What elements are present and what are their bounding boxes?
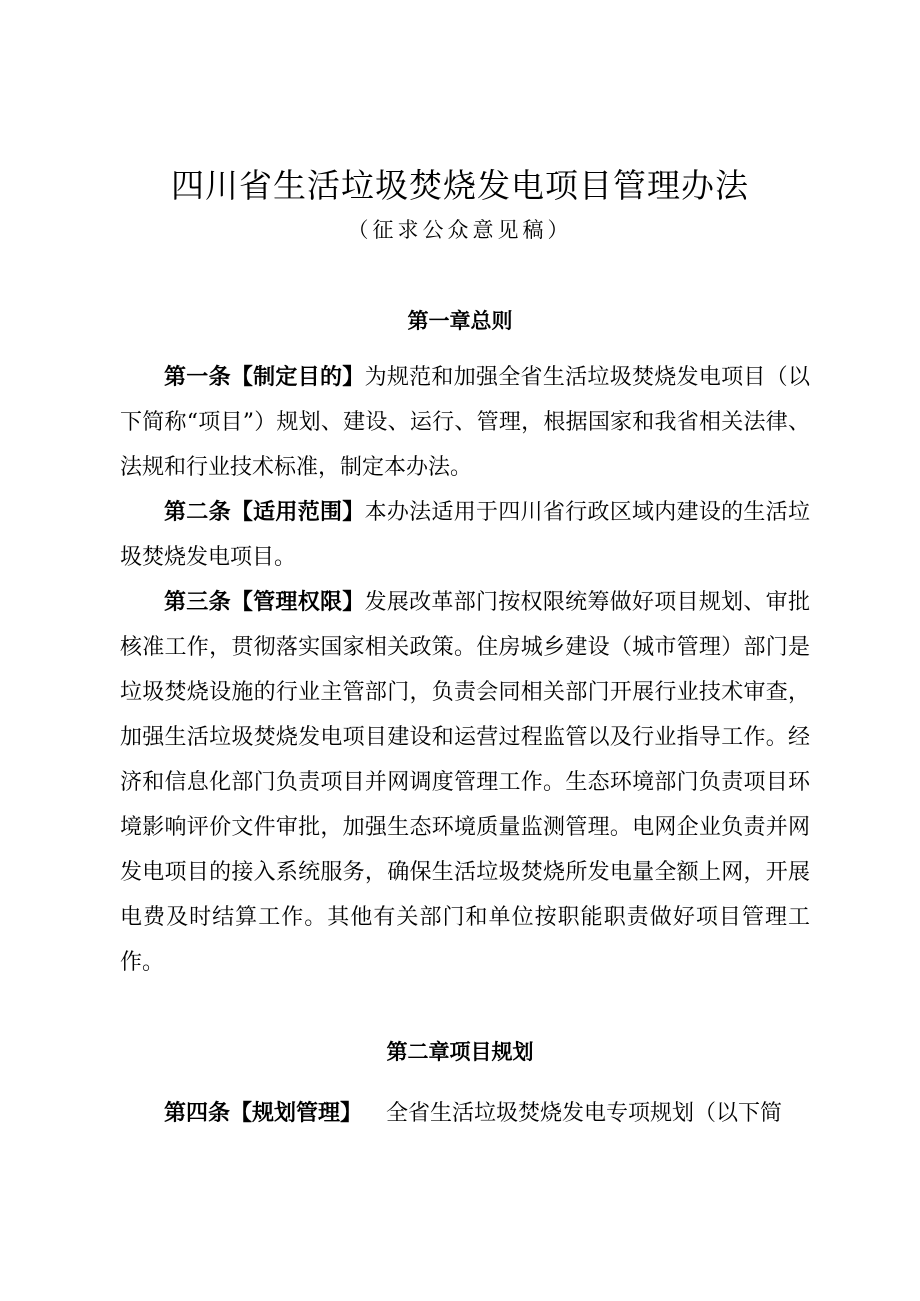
article-paragraph	[120, 490, 810, 580]
article-paragraph	[120, 1091, 810, 1136]
article-text: 发展改革部门按权限统筹做好项目规划、审批核准工作，贯彻落实国家相关政策。住房城乡建设（城市管理）部门是垃圾焚烧设施的行业主管部门，负责会同相关部门开展行业技术审查，加强生活垃圾焚烧发电项目建设和运营过程监管以及行业指导工作。经济和信息化部门负责项目并网调度管理工作。生态环境部门负责项目环境影响评价文件审批，加强生态环境质量监测管理。电网企业负责并网发电项目的接入系统服务，确保生活垃圾焚烧所发电量全额上网，开展电费及时结算工作。其他有关部门和单位按职能职责做好项目管理工作。	[120, 590, 810, 975]
article-text: 为规范和加强全省生活垃圾焚烧发电项目（以下简称“项目”）规划、建设、运行、管理，根据国家和我省相关法律、法规和行业技术标准，制定本办法。	[120, 365, 810, 480]
article-lead: 第一条【制定目的】	[164, 365, 365, 390]
article-paragraph	[120, 355, 810, 490]
article-lead: 第二条【适用范围】	[164, 500, 365, 525]
document-title: 四川省生活垃圾焚烧发电项目管理办法	[171, 166, 749, 205]
article-paragraph	[120, 580, 810, 985]
article-lead: 第四条【规划管理】	[164, 1101, 363, 1126]
article-text: 本办法适用于四川省行政区域内建设的生活垃圾焚烧发电项目。	[120, 500, 810, 570]
document-subtitle: （征求公众意见稿）	[347, 218, 573, 242]
article-lead: 第三条【管理权限】	[164, 590, 365, 615]
chapter-heading: 第一章总则	[407, 309, 513, 333]
article-text: 全省生活垃圾焚烧发电专项规划（以下简	[386, 1101, 783, 1126]
chapter-heading: 第二章项目规划	[386, 1040, 534, 1064]
